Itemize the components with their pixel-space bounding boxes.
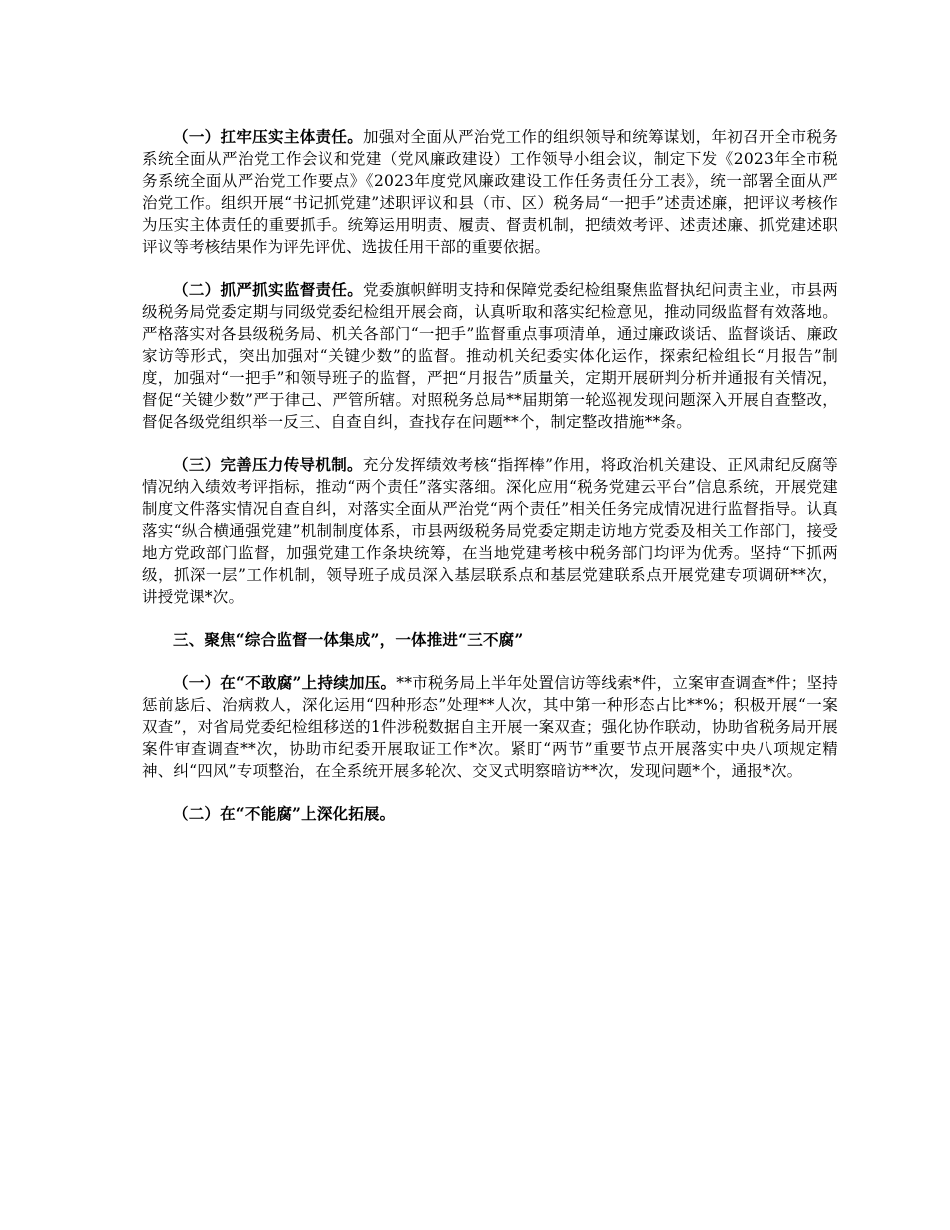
section-1-body: 加强对全面从严治党工作的组织领导和统筹谋划，年初召开全市税务系统全面从严治党工作会议和党建（党风廉政建设）工作领导小组会议，制定下发《2023年全市税务系统全面从严治党工作要点》《2023年度党风廉政建设工作任务责任分工表》，统一部署全面从严治党工作。组织开展“书记抓党建”述职评议和县（市、区）税务局“一把手”述责述廉，把评议考核作为压实主体责任的重要抓手。统筹运用明责、履责、督责机制，把绩效考评、述责述廉、抓党建述职评议等考核结果作为评先评优、选拔任用干部的重要依据。 [142, 128, 838, 256]
section-2-paragraph [142, 279, 838, 433]
section-3-lead: （三）完善压力传导机制。 [173, 455, 363, 474]
section-2-body: 党委旗帜鲜明支持和保障党委纪检组聚焦监督执纪问责主业，市县两级税务局党委定期与同级党委纪检组开展会商，认真听取和落实纪检意见，推动同级监督有效落地。严格落实对各县级税务局、机关各部门“一把手”监督重点事项清单，通过廉政谈话、监督谈话、廉政家访等形式，突出加强对“关键少数”的监督。推动机关纪委实体化运作，探索纪检组长“月报告”制度，加强对“一把手”和领导班子的监督，严把“月报告”质量关，定期开展研判分析并通报有关情况，督促“关键少数”严于律己、严管所辖。对照税务总局**届期第一轮巡视发现问题深入开展自查整改，督促各级党组织举一反三、自查自纠，查找存在问题**个，制定整改措施**条。 [142, 281, 838, 431]
section-4-body: **市税务局上半年处置信访等线索*件，立案审查调查*件；坚持惩前毖后、治病救人，深化运用“四种形态”处理**人次，其中第一种形态占比**%；积极开展“一案双查”，对省局党委纪检组移送的1件涉税数据自主开展一案双查；强化协作联动，协助省税务局开展案件审查调查**次，协助市纪委开展取证工作*次。紧盯“两节”重要节点开展落实中央八项规定精神、纠“四风”专项整治，在全系统开展多轮次、交叉式明察暗访**次，发现问题*个，通报*次。 [142, 674, 838, 780]
section-2-lead: （二）抓严抓实监督责任。 [173, 280, 364, 299]
section-3-paragraph [142, 454, 838, 608]
section-1-lead: （一）扛牢压实主体责任。 [173, 127, 364, 146]
chapter-3-heading: 三、聚焦“综合监督一体集成”，一体推进“三不腐” [173, 630, 524, 649]
document-page [142, 126, 838, 846]
section-4-lead: （一）在“不敢腐”上持续加压。 [173, 673, 397, 692]
section-5-paragraph [142, 803, 838, 825]
section-4-paragraph [142, 672, 838, 782]
section-1-paragraph [142, 126, 838, 258]
section-5-lead: （二）在“不能腐”上深化拓展。 [173, 804, 396, 823]
chapter-3-heading-paragraph [142, 629, 838, 651]
section-3-body: 充分发挥绩效考核“指挥棒”作用，将政治机关建设、正风肃纪反腐等情况纳入绩效考评指标，推动“两个责任”落实落细。深化应用“税务党建云平台”信息系统，开展党建制度文件落实情况自查自纠，对落实全面从严治党“两个责任”相关任务完成情况进行监督指导。认真落实“纵合横通强党建”机制制度体系，市县两级税务局党委定期走访地方党委及相关工作部门，接受地方党政部门监督，加强党建工作条块统筹，在当地党建考核中税务部门均评为优秀。坚持“下抓两级，抓深一层”工作机制，领导班子成员深入基层联系点和基层党建联系点开展党建专项调研**次，讲授党课*次。 [142, 456, 838, 606]
